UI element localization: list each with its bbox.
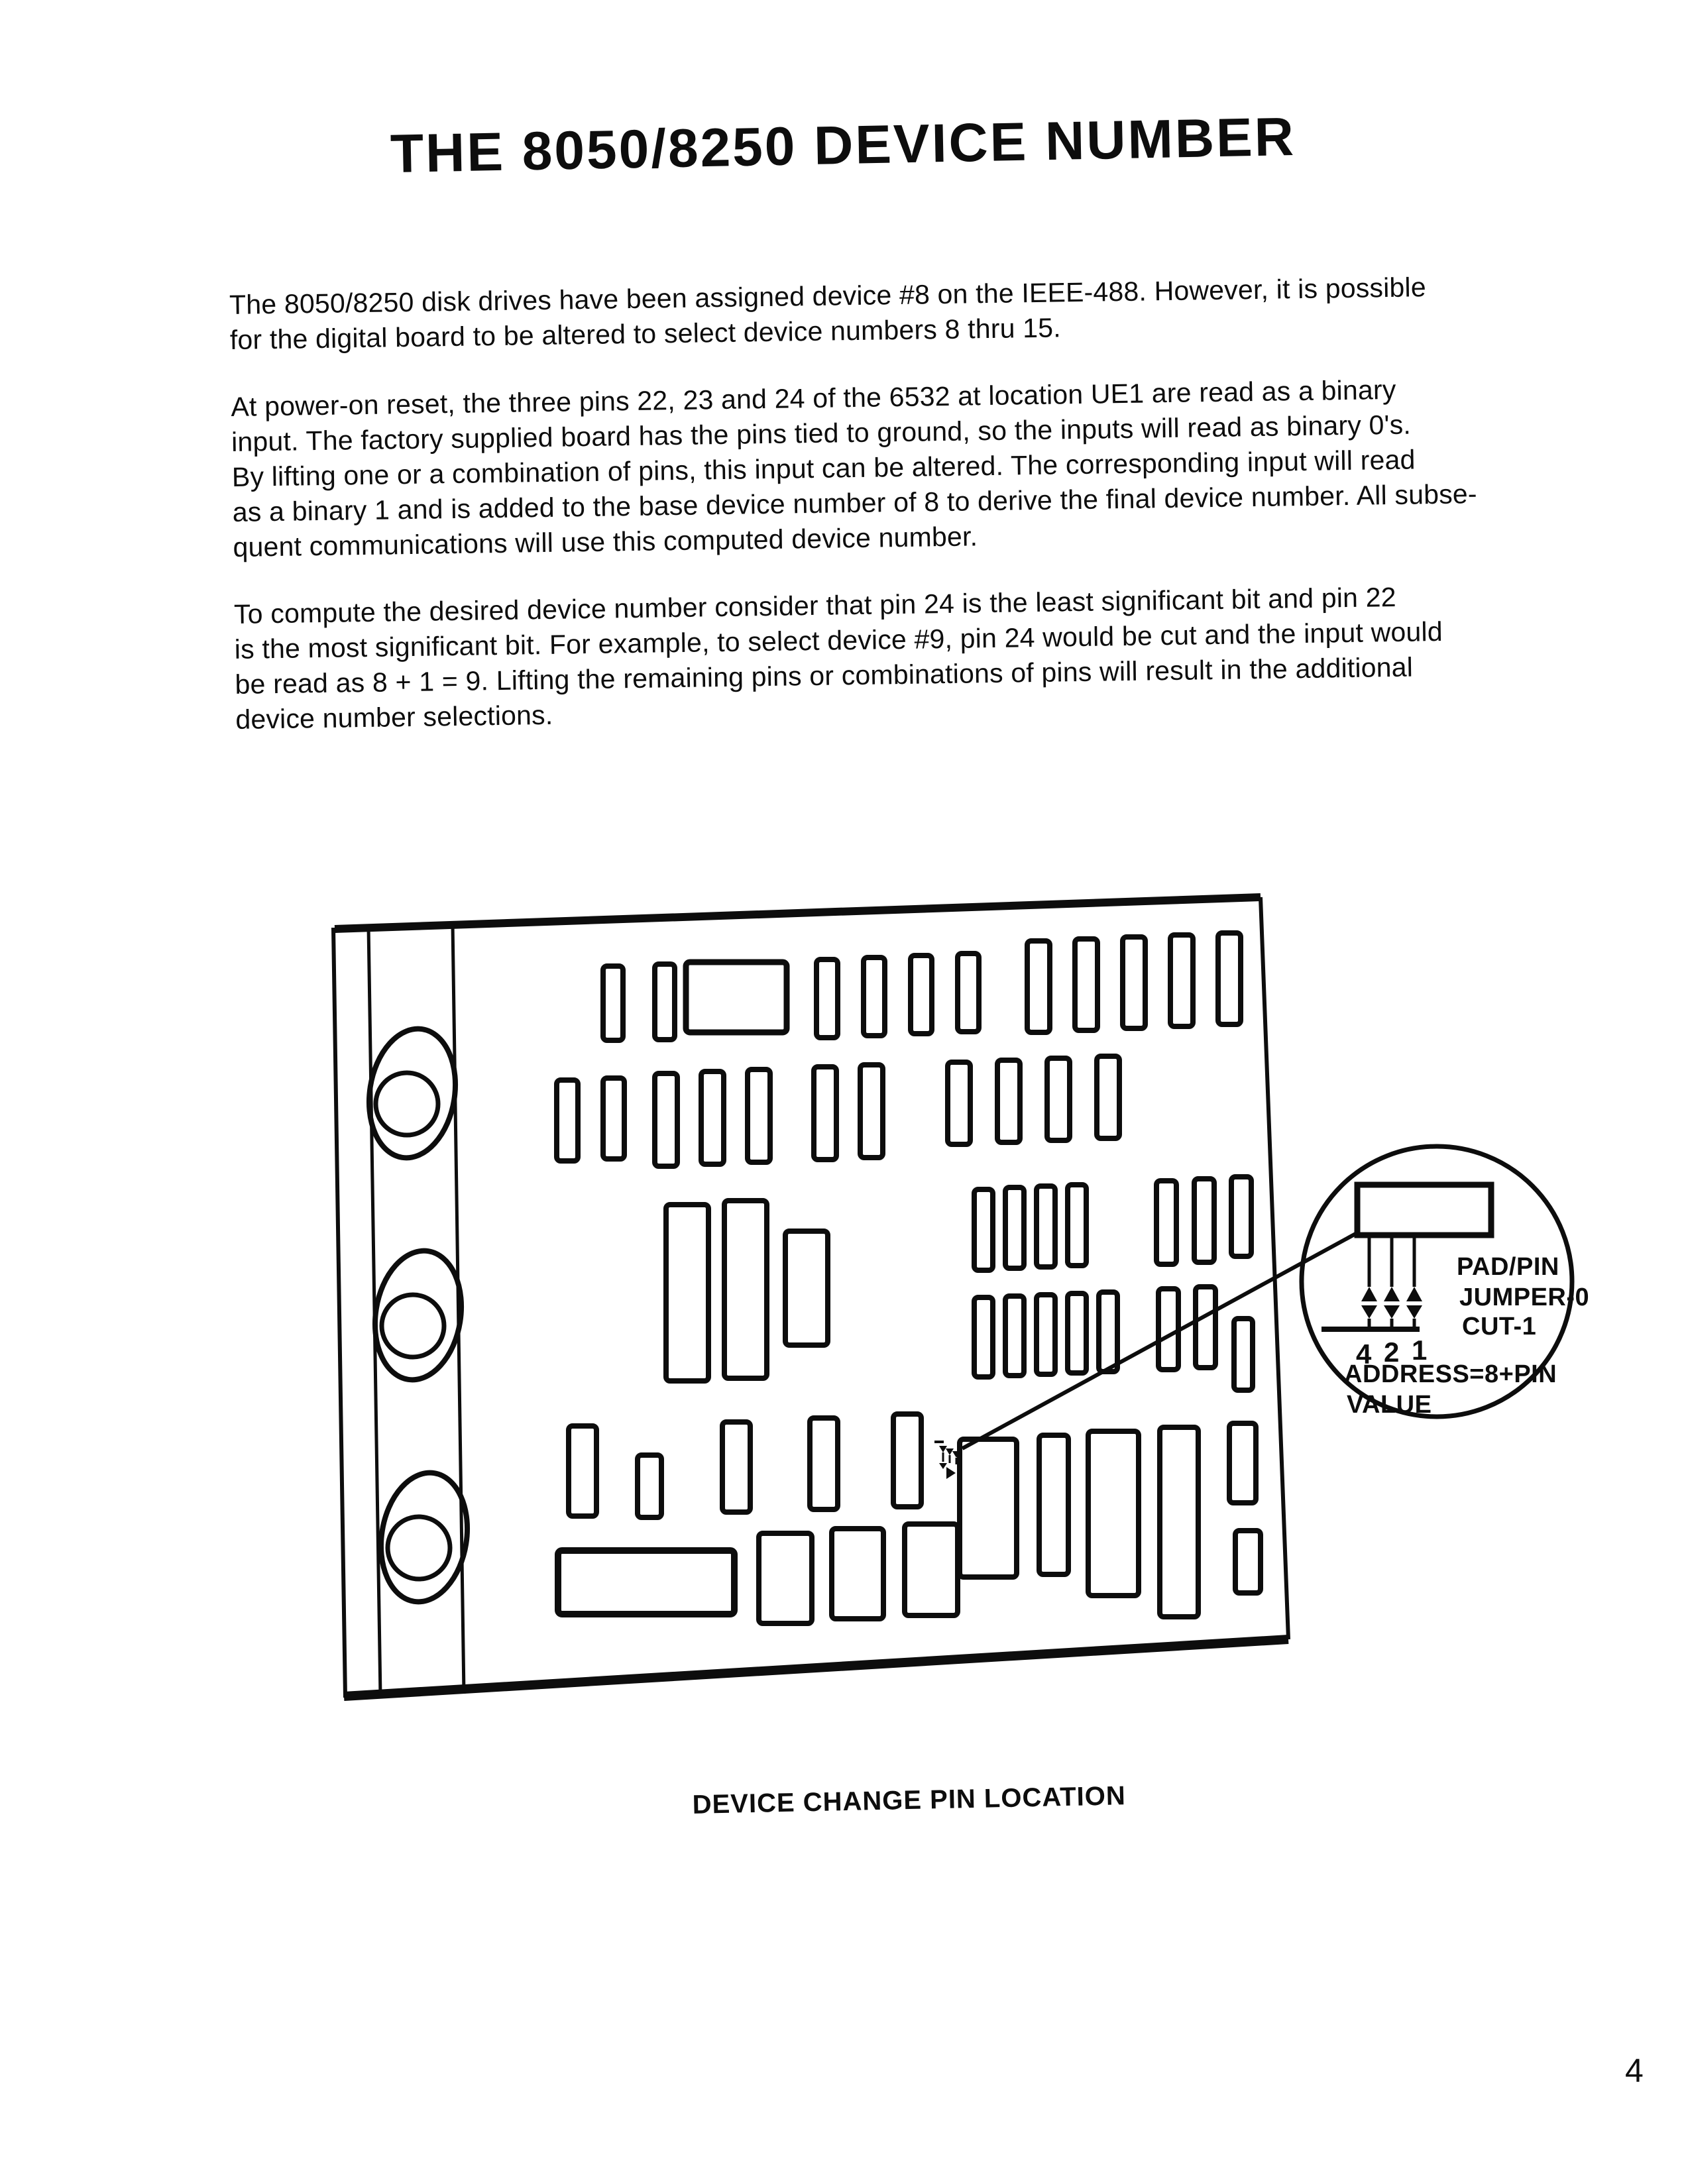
ic-chip [1027, 941, 1050, 1032]
ic-chip [948, 1062, 970, 1144]
ic-chip [1075, 939, 1097, 1030]
text-line: At power-on reset, the three pins 22, 23 and 24 of the 6532 at location UE1 are read as a binary [231, 374, 1396, 422]
ic-chip [974, 1189, 993, 1270]
circuit-board-figure [0, 881, 1686, 1862]
page-title: THE 8050/8250 DEVICE NUMBER [390, 106, 1296, 185]
callout-jumper-pads [1361, 1287, 1422, 1329]
ic-chip [1235, 1531, 1261, 1593]
ic-chip [748, 1069, 770, 1162]
ic-chip [832, 1529, 883, 1619]
ic-chip [1123, 937, 1145, 1028]
ic-chip [1234, 1319, 1253, 1390]
ue1-chip [960, 1439, 1017, 1577]
ic-chip [666, 1205, 708, 1381]
body-text [229, 235, 1628, 765]
ic-chip [759, 1533, 812, 1623]
ic-chip [1047, 1058, 1070, 1140]
ic-chip [724, 1201, 767, 1378]
ic-chip [1005, 1187, 1024, 1268]
ue1-jumper-pins-detail [934, 1442, 960, 1479]
text-line: be read as 8 + 1 = 9. Lifting the remaining pins or combinations of pins will result in the additional [235, 651, 1414, 700]
ic-chip [810, 1418, 838, 1509]
text-line: for the digital board to be altered to select device numbers 8 thru 15. [229, 312, 1062, 355]
ic-chip [1099, 1292, 1117, 1372]
ic-chip [1097, 1056, 1119, 1138]
ic-chip [686, 962, 787, 1032]
ic-chip [816, 959, 838, 1038]
text-line: To compute the desired device number consider that pin 24 is the least significant bit and pin 22 [233, 581, 1397, 629]
ic-chip [974, 1297, 993, 1377]
ic-chip [1068, 1293, 1086, 1373]
callout-pin-leads [1369, 1235, 1414, 1287]
ic-chip [997, 1060, 1020, 1142]
ic-chip [1218, 933, 1241, 1024]
ic-chip [1231, 1177, 1251, 1256]
ic-chip [655, 964, 675, 1040]
ic-chip [1156, 1181, 1176, 1264]
address-formula-label: VALUE [1347, 1391, 1432, 1419]
text-line: is the most significant bit. For example, to select device #9, pin 24 would be cut and the input would [234, 616, 1443, 665]
ic-chip [1037, 1295, 1055, 1374]
ic-chip [655, 1073, 677, 1166]
text-line: The 8050/8250 disk drives have been assigned device #8 on the IEEE-488. However, it is possible [229, 272, 1427, 320]
callout-chip [1357, 1185, 1491, 1235]
ic-chip [701, 1071, 724, 1164]
page-number: 4 [1625, 2052, 1644, 2089]
ic-chip [1196, 1287, 1215, 1368]
ic-chip [1229, 1423, 1256, 1503]
paragraph [229, 235, 1620, 256]
mounting-hole [366, 1244, 470, 1386]
ic-chip [911, 956, 932, 1034]
pin-weight-label: 2 [1384, 1337, 1400, 1368]
ic-chip [569, 1426, 596, 1516]
figure-caption: DEVICE CHANGE PIN LOCATION [692, 1781, 1127, 1820]
ic-chip [1037, 1186, 1055, 1267]
ic-chip [958, 954, 979, 1032]
ic-chip [860, 1065, 883, 1158]
ic-chip [638, 1455, 661, 1517]
text-line: input. The factory supplied board has the pins tied to ground, so the inputs will read as binary 0's. [231, 409, 1412, 457]
ic-chip [603, 966, 623, 1040]
mounting-hole [360, 1022, 464, 1164]
ic-chip [785, 1231, 828, 1345]
cut-label: CUT-1 [1462, 1313, 1537, 1340]
ic-chip [1170, 935, 1193, 1026]
ic-chip [1068, 1185, 1086, 1266]
address-formula-label: ADDRESS=8+PIN [1344, 1360, 1557, 1388]
ic-chip [864, 957, 885, 1036]
ic-chip [1039, 1435, 1068, 1574]
ic-chip [1160, 1427, 1198, 1617]
ic-chip [893, 1414, 921, 1507]
ic-chip [603, 1078, 624, 1159]
text-line: as a binary 1 and is added to the base device number of 8 to derive the final device number. All subse- [232, 478, 1478, 527]
jumper-label: JUMPER-0 [1459, 1283, 1590, 1311]
ic-chip [905, 1524, 958, 1615]
pad-pin-label: PAD/PIN [1457, 1253, 1559, 1281]
edge-connector [558, 1551, 734, 1614]
ic-chip [814, 1067, 836, 1160]
pin-weight-label: 4 [1356, 1338, 1372, 1370]
callout-circle [1302, 1146, 1589, 1419]
ic-chip [1194, 1179, 1214, 1262]
text-line: By lifting one or a combination of pins, this input can be altered. The corresponding input will read [231, 444, 1416, 492]
ic-chip [1005, 1296, 1024, 1376]
ic-chip [722, 1422, 750, 1512]
text-line: quent communications will use this computed device number. [233, 521, 978, 563]
ic-chip [557, 1080, 578, 1161]
ic-chip [1158, 1289, 1178, 1370]
ic-chip [1088, 1431, 1139, 1596]
text-line: device number selections. [235, 699, 553, 735]
pin-weight-label: 1 [1412, 1335, 1428, 1366]
ic-chips [557, 933, 1261, 1623]
